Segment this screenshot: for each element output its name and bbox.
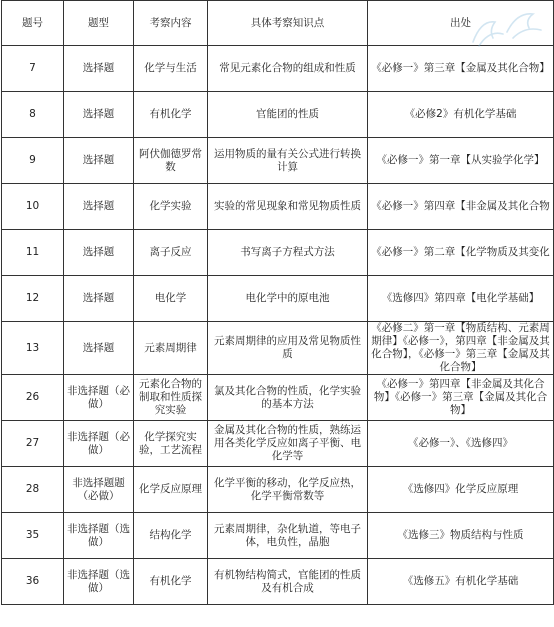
header-question-number: 题号 [2, 1, 64, 46]
cell-question-type: 选择题 [64, 46, 134, 92]
cell-source: 《必修一》第二章【化学物质及其变化 [368, 230, 554, 276]
header-content: 考察内容 [134, 1, 208, 46]
cell-question-number: 13 [2, 322, 64, 375]
cell-knowledge-points: 有机物结构简式，官能团的性质及有机合成 [208, 559, 368, 605]
header-source: 出处 [368, 1, 554, 46]
table-row [2, 184, 554, 230]
table-row [2, 138, 554, 184]
table-row [2, 421, 554, 467]
cell-question-number: 26 [2, 375, 64, 421]
table-row [2, 46, 554, 92]
exam-analysis-sheet [1, 0, 553, 626]
cell-source: 《必修一》第四章【非金属及其化合物】《必修一》第三章【金属及其化合物】 [368, 375, 554, 421]
cell-source: 《必修一》、《选修四》 [368, 421, 554, 467]
cell-knowledge-points: 金属及其化合物的性质，熟练运用各类化学反应如离子平衡、电化学等 [208, 421, 368, 467]
cell-question-type: 选择题 [64, 184, 134, 230]
cell-question-number: 7 [2, 46, 64, 92]
cell-question-type: 非选择题（选做） [64, 559, 134, 605]
cell-source: 《必修一》第四章【非金属及其化合物 [368, 184, 554, 230]
cell-source: 《必修一》第三章【金属及其化合物】 [368, 46, 554, 92]
cell-question-type: 非选择题（选做） [64, 513, 134, 559]
cell-question-number: 35 [2, 513, 64, 559]
cell-content: 化学实验 [134, 184, 208, 230]
header-question-type: 题型 [64, 1, 134, 46]
cell-source: 《选修五》有机化学基础 [368, 559, 554, 605]
cell-content: 有机化学 [134, 92, 208, 138]
cell-content: 元素化合物的制取和性质探究实验 [134, 375, 208, 421]
header-knowledge-points: 具体考察知识点 [208, 1, 368, 46]
cell-source: 《必修2》有机化学基础 [368, 92, 554, 138]
cell-knowledge-points: 官能团的性质 [208, 92, 368, 138]
cell-content: 有机化学 [134, 559, 208, 605]
table-row [2, 92, 554, 138]
table-row [2, 230, 554, 276]
cell-source: 《必修二》第一章【物质结构、元素周期律】《必修一》，第四章【非金属及其化合物】，《必修一》第三章【金属及其化合物】 [368, 322, 554, 375]
table-row [2, 559, 554, 605]
cell-knowledge-points: 实验的常见现象和常见物质性质 [208, 184, 368, 230]
cell-question-type: 选择题 [64, 138, 134, 184]
cell-question-number: 10 [2, 184, 64, 230]
cell-question-type: 非选择题（必做） [64, 421, 134, 467]
cell-knowledge-points: 电化学中的原电池 [208, 276, 368, 322]
cell-content: 电化学 [134, 276, 208, 322]
cell-question-type: 选择题 [64, 322, 134, 375]
cell-question-number: 36 [2, 559, 64, 605]
cell-question-type: 选择题 [64, 230, 134, 276]
cell-question-number: 8 [2, 92, 64, 138]
cell-content: 元素周期律 [134, 322, 208, 375]
knowledge-point-table [1, 0, 554, 605]
table-row [2, 322, 554, 375]
table-row [2, 467, 554, 513]
cell-knowledge-points: 元素周期律，杂化轨道，等电子体，电负性，晶胞 [208, 513, 368, 559]
cell-question-type: 非选择题题（必做） [64, 467, 134, 513]
cell-knowledge-points: 书写离子方程式方法 [208, 230, 368, 276]
cell-knowledge-points: 化学平衡的移动，化学反应热，化学平衡常数等 [208, 467, 368, 513]
cell-source: 《选修四》第四章【电化学基础】 [368, 276, 554, 322]
cell-source: 《选修三》物质结构与性质 [368, 513, 554, 559]
cell-content: 结构化学 [134, 513, 208, 559]
cell-content: 阿伏伽德罗常数 [134, 138, 208, 184]
cell-source: 《选修四》化学反应原理 [368, 467, 554, 513]
cell-content: 化学反应原理 [134, 467, 208, 513]
cell-question-type: 非选择题（必做） [64, 375, 134, 421]
cell-content: 化学与生活 [134, 46, 208, 92]
cell-question-number: 12 [2, 276, 64, 322]
cell-knowledge-points: 运用物质的量有关公式进行转换计算 [208, 138, 368, 184]
cell-knowledge-points: 常见元素化合物的组成和性质 [208, 46, 368, 92]
cell-knowledge-points: 氯及其化合物的性质，化学实验的基本方法 [208, 375, 368, 421]
table-row [2, 513, 554, 559]
cell-question-number: 28 [2, 467, 64, 513]
cell-question-type: 选择题 [64, 276, 134, 322]
cell-question-number: 9 [2, 138, 64, 184]
cell-source: 《必修一》第一章【从实验学化学】 [368, 138, 554, 184]
cell-question-type: 选择题 [64, 92, 134, 138]
cell-content: 化学探究实验，工艺流程 [134, 421, 208, 467]
cell-question-number: 27 [2, 421, 64, 467]
table-row [2, 375, 554, 421]
cell-knowledge-points: 元素周期律的应用及常见物质性质 [208, 322, 368, 375]
header-row [2, 1, 554, 46]
table-row [2, 276, 554, 322]
cell-content: 离子反应 [134, 230, 208, 276]
cell-question-number: 11 [2, 230, 64, 276]
